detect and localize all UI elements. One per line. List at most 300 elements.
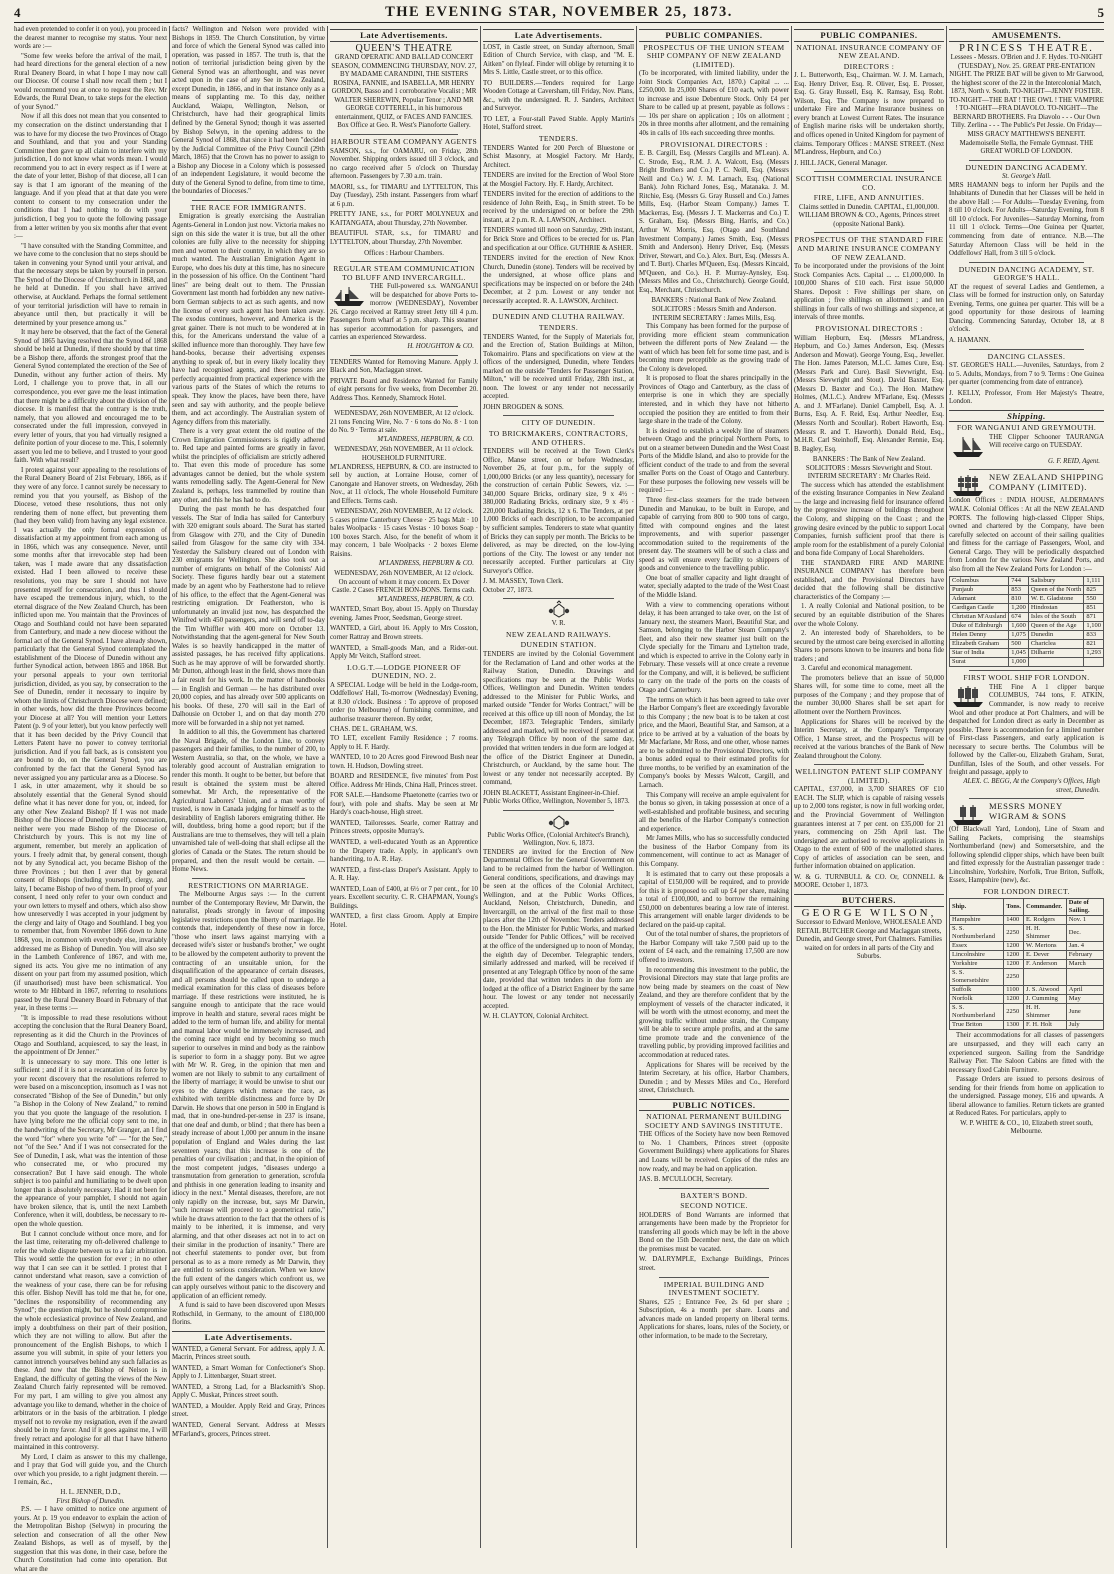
- ad-heading: PRINCESS THEATRE.: [959, 42, 1094, 54]
- article-paragraph: A fund is said to have been discovered upon Messrs Rothschild, in Germany, to the amount of £180,000 florins.: [172, 1302, 325, 1327]
- article-paragraph: Now if all this does not mean that you consented to my consecration on the distinct understanding that I was to have for my diocese the two Provinces of Otago and Southland, and that you and your Standing Committee then gave up all claim to interfere with my jurisdiction, I do not know what words mean. I would recommend you to act in every respect as if I were at the date of your letter, Bishop of that diocese, all I can say is that I am ignorant of the meaning of the language. And if you plead that at that date you were content to consent to my consecration under the conditions that I had nothing to do with your jurisdiction, I beg you to quote the following passage from a letter written by you six months after that event :—: [14, 113, 167, 241]
- auction-date: WEDNESDAY, 26th NOVEMBER, At 11 o'clock. HOUSEHOLD FURNITURE.: [334, 446, 474, 463]
- sailing-row: [950, 951, 1104, 960]
- classified-ad: WANTED, a Moulder. Apply Reid and Gray, Princes street.: [172, 1402, 325, 1419]
- shipping-ad: BEAUTIFUL STAR, s.s., for TIMARU and LYTTELTON, about Thursday, 27th November.: [330, 230, 478, 246]
- article-paragraph: During the past month he has despatched four vessels. The Star of India has sailed for Canterbury with 320 emigrant souls aboard. The Surat has started from Glasgow with 270, and the City of Dunedin sailed from Glasgow for the same city with 334. Yesterday the Salisbury cleared out of London with 230 emigrants for Wellington. She also took out a number of emigrants on behalf of the Colonists' Aid Society. These figures hardly bear out a statement made by an agent who by Featherstone had to relieve of his office, to the effect that the Agent-General was restricting emigration. Dr Featherston, who is unfortunately an invalid just now, has despatched the Winifred with 450 passengers, and will send off to-day the Tim Whiffler with 400 more on October 13. Notwithstanding that the agent-general for New South Wales is so heavily handicapped in the matter of assisted passages, he has received fifty applications. Such as he may approve of will be forwarded shortly. Mr Dutton, although least in the field, shows more than a fair result for his work. In the matter of handbooks — in English and German — he has distributed over 20,000 copies, and has already over 500 applicants on his books. Of these, 270 will sail in the Earl of Dalhousie on October 1, and on that day month 270 more will be forwarded in a ship not yet named.: [172, 506, 325, 727]
- auction-body: 21 tons Fencing Wire, No. 7 · 6 tons do No. 8 · 1 ton do No. 9 · Terms at sale.: [330, 418, 478, 435]
- ad-heading: NEW ZEALAND RAILWAYS.: [505, 629, 612, 639]
- prospectus-paragraph: 2. An interested body of Shareholders, to be secured by the utmost care being exercised in allotting Shares to persons known to be insurers and bona fide traders ; and: [794, 630, 945, 663]
- directors-list: E. B. Cargill, Esq. (Messrs Cargills and M'Lean). A. C. Strode, Esq., R.M. J. A. Walcott, Esq. (Messrs Bright Brothers and Co.) P. C. Neill, Esq. (Messrs Neill and Co.) W. J. M. Larnach, Esq. (National Bank). John Richard Jones, Esq., Matanaka. J. M. Ritchie, Esq. (Messrs G. Gray Russell and Co.) James Mills, Esq. (Harbor Steam Company.) James T. Mackerras, Esq. (Messrs J. T. Mackerras and Co.) T. S. Graham, Esq. (Messrs Bing, Harris, and Co.) Arthur W. Morris, Esq. (Otago and Southland Investment Company.) James Smith, Esq. (Messrs Smith and Anderson). Henry Driver, Esq. (Messrs Driver, Stewart, and Co.). Alex. Burt, Esq. (Messrs A. and T. Burt). Charles M'Queen, Esq. (Messrs Kincaid, M'Queen, and Co.). H. P. Murray-Aynsley, Esq. (Messrs Miles and Co., Christchurch). George Gould, Esq., Merchant, Christchurch.: [639, 150, 789, 294]
- article-paragraph: It may here be observed, that the fact of the General Synod of 1865 having resolved that the Synod of 1868 should be held at Dunedin, if there should by that time be a Bishop there, affords the strongest proof that the General Synod contemplated the erection of the See of Dunedin, without any further action of theirs. My Lord, I challenge you to prove that, in all our correspondence, you ever gave me the least intimation that there might be a difficulty about the division of the diocese. It is manifest that the contrary is the truth, namely, that you allowed and encouraged me to be consecrated under the full impression, conveyed in every letter of yours, that you had virtually resigned a definite portion of your diocese to me. This, I solemnly assert you led me to believe, and I trusted to your good faith. With what result?: [14, 329, 167, 465]
- auction-ad: [330, 508, 478, 568]
- bankers: BANKERS : The Bank of New Zealand.: [812, 456, 926, 464]
- article-paragraph: facts? Wellington and Nelson were provided with Bishops in 1859. The Church Constitution, by virtue and force of which the General Synod was called into operation, was passed in 1857. The truth is, that the notion of territorial jurisdiction being given by the General Synod was an afterthought, and was never acted upon in the case of any See in New Zealand, except Dunedin, in 1866, and in that instance only as a means of supplanting me. To this day, neither Auckland, Waiapu, Wellington, Nelson, or Christchurch, have had their geographical limits defined by the General Synod; though it was asserted by Bishop Selwyn, in the opening address to the General Synod of 1868, that since it had been "decided by the Judicial Committee of the Privy Council (29th March, 1865) that the Crown has no power to assign to a Bishop any Diocese in a Colony which is possessed of an independent Legislature, it would become the duty of the General Synod to define, from time to time, the boundaries of Dioceses.": [172, 26, 325, 196]
- table-cell: J. S. Atwood: [1024, 986, 1067, 995]
- classified-ad: WANTED, a Smart Woman for Confectioner's Shop. Apply to J. Littenbarger, Stuart street.: [172, 1364, 325, 1381]
- auction-ad: [330, 446, 478, 506]
- classified-ad: WANTED, 10 to 20 Acres good Firewood Bush near town. H. Hudson, Dowling street.: [330, 754, 478, 770]
- article-paragraph: But I cannot conclude without once more, and for the last time, reiterating my oft-delivered challenge to refer the whole dispute between us to a fair arbitration. This would settle the question for ever ; in no other way that I can see can it be settled. I protest that I cannot understand what reason, save a conviction of the weakness of your case, there can be for refusing this offer. Bishop Nevill has told me that he, for one, "declines the responsibility of recommending any Synod"; the question might, but he should compromise the whole ecclesiastical province of New Zealand, and imply a doubtfulness on their part of their position, which they are not willing to allow. But after the pronouncement of the English Bishops, to which I assume you will submit, in spite of your letters you cannot intrench yourselves behind any such fallacies as these. And now that the Bishop of Nelson is in England, the difficulty of getting the views of the New Zealand Church fairly represented will be removed. For my part, I am willing to give you almost any advantage you like to demand, whether in the choice of arbitrators or in the basis of the arbitration. I pledge myself not to revoke my resignation, even if the award should be in my favor. And if it goes against me, I will freely retract and apologise for all that I have hitherto maintained in this controversy.: [14, 1230, 167, 1452]
- table-cell: Columbus: [950, 577, 1009, 586]
- table-cell: 1,111: [1084, 577, 1104, 586]
- classified-ad: WANTED, Loan of £400, at 6½ or 7 per cent., for 10 years. Excellent security. C. R. CHAPMAN, Young's Buildings.: [330, 885, 478, 910]
- column-rule: [480, 26, 481, 1548]
- table-header: Commander.: [1024, 899, 1067, 916]
- divider: [659, 1188, 769, 1189]
- prospectus-paragraph: In recommending this investment to the public, the Provisional Directors may state that large profits are now being made by steamers on the coast of New Zealand, and they are therefore confident that by the employment of vessels of the character indicated, it will be worth with the utmost economy, and meet the growing traffic without undue strain, the Company will be able to secure ample profits, and at the same time promote trade and the convenience of the travelling public, by providing improved facilities and accommodation at reduced rates.: [639, 966, 789, 1059]
- divider: [192, 200, 305, 201]
- ad-heading: DANCING CLASSES.: [987, 351, 1066, 361]
- notice-body: THE Offices of the Society have now been Removed to No. 1 Chambers, Princes street (opposite Government Buildings) where applications for Shares and Loans will be received. Copies of the rules are now ready, and may be had on application.: [639, 1131, 789, 1173]
- article-paragraph: There is a very great extent the old routine of the Crown Emigration Commissioners is rigidly adhered to. Red tape and painted forms are greatly in favor, whilst the principles of officialism are strictly adhered to. That even this mode of procedure has some advantages cannot be denied, but the whole system wants remodelling sadly. The Agent-General for New Zealand is, perhaps, less trammelled by routine than any other, and this he has had to do.: [172, 428, 325, 504]
- ad-heading: IMPERIAL BUILDING AND INVESTMENT SOCIETY.: [663, 1279, 765, 1298]
- column-rule: [791, 26, 792, 1548]
- classified-ad: BOARD and RESIDENCE, five minutes' from Post Office. Address Mr Hinds, China Hall, Princes street.: [330, 773, 478, 789]
- ad-signature: G. F. REID, Agent.: [1048, 457, 1100, 465]
- article-paragraph: I protest against your appealing to the resolutions of the Rural Deanery Board of 21st February, 1866, as if they were of any force. I cannot surely be necessary to remind you that you yourself, as Bishop of the Diocese, vetoed these resolutions, thus not only rendering them of none effect, but preventing them (had they been valid) from having any legal existence. I was actually the only formal expression of dissatisfaction at my appointment from each among us in 1866, which was any consequence. Never, until some months after that irrevocable step had been taken, was I made aware that any dissatisfaction existed. Had I been allowed to receive these resolutions, you may be sure I should not have presented myself for consecration, and thus I should have escaped the tremendous injury, which, to the eternal disgrace of the New Zealand Church, has been inflicted upon me. You maintain that the Provinces of Otago and Southland could not have been separated from Canterbury, and made a new diocese without the formal act of the General Synod. I have already shown, particularly that the General Synod contemplated the establishment of the Diocese of Dunedin without any further Synodical action, between 1865 and 1868. But your personal appeals to your own territorial jurisdiction, divided, as you say, by consecration to the See of Dunedin, render it necessary to inquire by whom the limits of Christchurch Diocese were defined; in other words, how did the three Provinces become your Diocese at all? You will mention your Letters Patent (p. 9 of your letter), but you know perfectly well that it has been decided by the Privy Council that Letters Patent have no power to convey territorial jurisdiction. And if you fall back, as is consistent you are bound to do, on the General Synod, you are confronted by the fact that the General Synod has never assigned you any particular area as a Diocese. So I ask, in utter amazement, why it should be so absolutely essential that the General Synod should define what it has never done for you, or, indeed, for any other New Zealand Bishop? If I was not made Bishop of the Diocese of Dunedin by my consecration, neither were you made Bishop of the Diocese of Christchurch by yours. This is not my line of argument, remember, but merely an application of yours. I freely admit that, by general consent, though not by any Synodical act, you became Bishop of the three Provinces ; but then I aver that by general consent of Bishops (including yourself), clergy, and laity, I became Bishop of two of them. In proof of your consent, I need only refer to your own conduct and your own letters to myself and others, which also show how unreservedly I was accepted in your judgment by the clergy and laity of Otago and Southland. I beg you to remember that, from November 1866 down to June 1868, you, in common with everybody else, invariably addressed me as Bishop of Dunedin. You will also see in the Lambeth Conference of 1867, and with me, signed its acts. You give me no intimation of any dissent on your part from my assumed position, which (if unauthorised) must have been schismatical. You wrote to Mr Hibbard in 1867, referring to resolutions passed by the Rural Deanery Board in February of that year, in these terms :—: [14, 466, 167, 1013]
- table-cell: E. Rodgers: [1024, 916, 1067, 925]
- table-cell: Nov. 1: [1066, 916, 1103, 925]
- classified-ad: WANTED, Tailoresses. Searle, corner Rattray and Princes streets, opposite Murray's.: [330, 819, 478, 836]
- classified-ad: WANTED, General Servant. Address at Messrs M'Farland's, grocers, Princes street.: [172, 1421, 325, 1438]
- auction-date: WEDNESDAY, 26th NOVEMBER, At 12 o'clock.: [334, 570, 474, 578]
- vr-mark: V. R.: [551, 620, 566, 628]
- ad-heading: NATIONAL INSURANCE COMPANY OF NEW ZEALAND.: [796, 42, 942, 61]
- ad-heading: QUEEN'S THEATRE: [355, 42, 453, 54]
- section-heading: Late Advertisements.: [330, 29, 478, 42]
- table-cell: 500: [1009, 640, 1029, 649]
- ad-heading: DUNEDIN DANCING ACADEMY.: [965, 162, 1088, 172]
- ad-body: THE Fine A 1 clipper barque COLUMBUS, 744 tons, F. ATKIN, Commander, is now ready to receive Wool and other produce at Port Chalmers, and will be despatched for London direct as early in December as possible. There is accommodation for a limited number of First-class Passengers, and early application is necessary to secure berths. The Columbus will be followed by the Caller-ou, Elizabeth Graham, Surat, Dunfillan, Isles of the South, and other vessels. For freight and passage, apply to: [949, 683, 1104, 777]
- table-cell: 744: [1009, 577, 1029, 586]
- table-cell: Jan. 4: [1066, 942, 1103, 951]
- tender-ad: TENDERS invited for the erection of additions to the residence of John Reith, Esq., in Smith street. To be received by the undersigned on or before the 29th instant, at 2 p.m. R. A. LAWSON, Architect.: [483, 191, 634, 224]
- section-heading: PUBLIC COMPANIES.: [794, 29, 944, 42]
- article-heading: RESTRICTIONS ON MARRIAGE.: [188, 880, 309, 890]
- prospectus-paragraph: It is proposed to float the shares principally in the Provinces of Otago and Canterbury, as the class of enterprise is one in which they are specially interested, and in which they have not hitherto occupied the position they are entitled to from their large share in the trade of the Colony.: [639, 375, 789, 426]
- classified-ad: FOR SALE.—Handsome Phaetonette (carries two or four), with pole and shafts. May be seen at Mr Hardy's coach-house, High street.: [330, 792, 478, 817]
- table-cell: [1028, 658, 1083, 667]
- prospectus-paragraph: 1. A really Colonial and National position, to be secured by an equitable distribution of the Shares over the whole Colony.: [794, 603, 944, 628]
- table-cell: F. H. Holt: [1024, 1021, 1067, 1030]
- table-cell: W. E. Gladstone: [1028, 595, 1083, 604]
- prospectus-body: (To be incorporated, with limited liability, under the Joint Stock Companies Act, 1870.) Capital ... ... £250,000. In 25,000 Shares of £10 each, with power to increase and issue Debenture Stock. Only £4 per Share to be called up at present, payable as follows :— 10s per share on application ; 10s on allotment ; 20s in three months after allotment, and the remaining 40s in calls of 10s each succeeding three months.: [639, 70, 789, 138]
- table-cell: Chariclea: [1028, 640, 1083, 649]
- section-heading: PUBLIC COMPANIES.: [639, 29, 789, 42]
- article-paragraph: "It is impossible to read these resolutions without accepting the conclusion that the Rural Deanery Board, representing as it did the Church in the Provinces of Otago and Southland, acquiesced, to say the least, in the appointment of Dr Jenner.": [14, 1014, 167, 1057]
- ad-heading: GEORGE WILSON,: [801, 906, 937, 919]
- ad-signature: A. HAMANN.: [949, 337, 991, 344]
- auction-date: WEDNESDAY, 26th NOVEMBER, At 12 o'clock.: [334, 410, 474, 418]
- classified-ad: PRIVATE Board and Residence Wanted for Family of eight persons for five weeks, from December 20. Address Thos. Kennedy, Shamrock Hotel.: [330, 377, 478, 402]
- table-cell: 1100: [1004, 986, 1024, 995]
- ad-signature: JOHN BROGDEN & SONS.: [483, 403, 564, 411]
- fleet-table: [949, 576, 1104, 667]
- ad-signature: W. P. WHITE & CO., 10, Elizabeth street south, Melbourne.: [960, 1119, 1093, 1136]
- classified-ad: LOST, in Castle street, on Sunday afternoon, Small Edition of Church Service, with clasp, and "M. E. Aitken" on flyleaf. Finder will oblige by returning it to Mrs S. Little, Castle street, or to this office.: [483, 43, 634, 77]
- column-1: [14, 26, 167, 1573]
- company-body: Claims settled in Dunedin. CAPITAL, £1,000,000. WILLIAM BROWN & CO., Agents, Princes street (opposite National Bank).: [798, 203, 940, 228]
- ad-heading: NATIONAL PERMANENT BUILDING SOCIETY AND SAVINGS INSTITUTE.: [644, 1112, 784, 1130]
- section-heading: AMUSEMENTS.: [949, 29, 1104, 42]
- ad-heading: MESSRS MONEY WIGRAM & SONS: [989, 801, 1067, 821]
- shipping-ad: [949, 684, 1104, 795]
- prospectus-paragraph: Out of the total number of shares, the proprietors of the Harbor Company will take 7,500 paid up to the extent of £4 each, and the remaining 17,500 are now offered to investors.: [639, 931, 789, 964]
- table-cell: 1,100: [1084, 622, 1104, 631]
- table-cell: Christian M'Ausland: [950, 613, 1009, 622]
- prospectus-paragraph: The promoters believe that an issue of 50,000 Shares will, for some time to come, meet all the purposes of the Company ; and they propose that of the number 30,000 Shares shall be set apart for allotment over the Northern Provinces.: [794, 674, 944, 717]
- section-heading: PUBLIC NOTICES.: [639, 1099, 789, 1112]
- table-cell: Queen of the Age: [1028, 622, 1083, 631]
- royal-crest-icon: [548, 814, 570, 830]
- section-heading: Late Advertisements.: [483, 29, 634, 42]
- table-cell: 821: [1084, 640, 1104, 649]
- ad-heading: HARBOUR STEAM COMPANY AGENTS: [330, 136, 478, 146]
- signoff-title: First Bishop of Dunedin.: [56, 1497, 125, 1505]
- prospectus-paragraph: Applications for Shares will be received by the Interim Secretary, at his office, Harbor Chambers, Dunedin ; and by Messrs Miles and Co., Hereford street, Christchurch.: [639, 1061, 789, 1095]
- prospectus-paragraph: Mr James Mills, who has so successfully conducted the business of the Harbor Company from its commencement, will continue to act as Manager of this Company.: [639, 835, 789, 868]
- prospectus-paragraph: The terms on which it has been agreed to take over the Harbor Company's fleet are exceedingly favorable to this Company ; the new boat is to be taken at cost price, and the Maori, Beautiful Star, and Samson, at a price to be arrived at by a valuation of the boats by Mr Macfarlane, Mr Ross, and one other, whose names are to be submitted to the Provisional Directors, with a bonus added equal to their estimated profits for three months, to be verified by an examination of the Company's books by Messrs Walcott, Cargill, and Larnach.: [639, 696, 789, 790]
- table-cell: 1200: [1004, 951, 1024, 960]
- table-cell: 1,000: [1009, 658, 1029, 667]
- ad-heading: FOR WANGANUI AND GREYMOUTH.: [956, 423, 1097, 433]
- table-cell: March: [1066, 960, 1103, 969]
- ad-subheading: DIRECTORS :: [843, 61, 895, 71]
- ad-heading: SCOTTISH COMMERCIAL INSURANCE CO.: [795, 174, 943, 192]
- divider: [192, 878, 305, 879]
- table-cell: 1,293: [1084, 649, 1104, 658]
- fleet-row: [950, 595, 1104, 604]
- fleet-row: [950, 613, 1104, 622]
- sailing-row: [950, 1021, 1104, 1030]
- ad-heading: CITY OF DUNEDIN.: [521, 418, 596, 428]
- divider: [350, 134, 458, 135]
- column-rule: [169, 26, 170, 1548]
- ad-signature: CHAS. DE L. GRAHAM, W.S.: [330, 726, 418, 734]
- ad-subheading: DUNEDIN STATION.: [520, 640, 597, 650]
- divider: [350, 355, 458, 356]
- auction-ad: [330, 410, 478, 444]
- column-rule: [327, 26, 328, 1548]
- ad-signature: H. HOUGHTON & CO.: [407, 343, 474, 350]
- ad-body: Successor to Edward Menlove, WHOLESALE AND RETAIL BUTCHER George and Maclaggan streets, Dunedin, and George street, Port Chalmers. Families waited on for orders in all parts of the City and Suburbs.: [796, 919, 942, 961]
- table-cell: 1200: [1004, 960, 1024, 969]
- article-paragraph: "I have consulted with the Standing Committee, and we have come to the conclusion that no steps should be taken in convening your Synod until your arrival, and that the necessary steps be taken by yourself in person. The Synod of the Diocese of Christchurch in 1868, and he held at Dunedin. If you shall have arrived otherwise, at Auckland. Perhaps the formal settlement of your territorial jurisdiction will have to remain in abeyance until then, but practically it will be determined by your presence among us.": [14, 242, 167, 327]
- ad-heading: PROSPECTUS OF THE STANDARD FIRE AND MARINE INSURANCE COMPANY OF NEW ZEALAND.: [794, 235, 944, 262]
- shipping-ad: [949, 802, 1104, 886]
- masthead: [14, 4, 1104, 23]
- table-cell: Surat: [950, 658, 1009, 667]
- auction-ad: [330, 570, 478, 604]
- table-cell: 674: [1009, 613, 1029, 622]
- notice-body: HOLDERS of Bond Warrants are informed that arrangements have been made by the Proprietor for transferring all goods which may be left in the above Bond on the 15th December next, the date on which the premises must be vacated.: [639, 1211, 789, 1253]
- auction-body: 5 cases prime Canterbury Cheese · 25 bags Malt · 10 bales Woolpacks · 15 cases Vestas · 10 boxes Soap · 100 boxes Starch. Also, for the benefit of whom it may concern, 1 bale Woolpacks · 2 boxes Eleme Raisins.: [330, 516, 478, 559]
- prospectus-paragraph: One boat of smaller capacity and light draught of water, specially adapted to the trade of the West Coast of the Middle Island.: [639, 574, 789, 599]
- ad-place: Public Works Office, Wellington, November 5, 1873.: [483, 798, 630, 806]
- divider: [503, 810, 614, 811]
- classified-ad: WANTED, a Girl, about 16. Apply to Mrs Cosston, corner Rattray and Brown streets.: [330, 625, 478, 641]
- ad-body: ST. GEORGE'S HALL.—Juveniles, Saturdays, from 2 to 5. Adults, Mondays, from 7 to 9. Terms : One Guinea per quarter (commencing from date of entrance).: [949, 362, 1104, 387]
- table-cell: 810: [1009, 595, 1029, 604]
- table-cell: S. S. Northumberland: [950, 925, 1004, 942]
- ad-heading: WELLINGTON PATENT SLIP COMPANY (LIMITED).: [795, 767, 943, 785]
- table-cell: 853: [1009, 586, 1029, 595]
- shipping-ad: PRETTY JANE, s.s., for PORT MOLYNEUX and KAITANGATA, about Thursday, 27th November.: [330, 211, 478, 227]
- table-cell: May: [1066, 995, 1103, 1004]
- table-cell: 825: [1084, 586, 1104, 595]
- table-cell: Hindostan: [1028, 604, 1083, 613]
- notice-body: A SPECIAL Lodge will be held in the Lodge-room, Oddfellows' Hall, To-morrow (Wednesday) Evening, at 8.30 o'clock. Business : To approve of proposed order (to Melbourne) of furnishing committee, and authorise treasurer thereon. By order,: [330, 681, 478, 723]
- table-cell: Dilharrie: [1028, 649, 1083, 658]
- table-cell: 1,075: [1009, 631, 1029, 640]
- sailing-table: [949, 898, 1104, 1030]
- classified-ad: TO LET, excellent Family Residence ; 7 rooms. Apply to H. F. Hardy.: [330, 734, 478, 751]
- ad-body: THE Clipper Schooner TAURANGA Will receive cargo on TUESDAY.: [989, 433, 1104, 450]
- prospectus-paragraph: 3. Careful and economical management.: [801, 665, 913, 673]
- divider: [814, 232, 924, 233]
- table-cell: Hampshire: [950, 916, 1004, 925]
- ad-paragraph: Their accommodations for all classes of passengers are unsurpassed, and they will each carry an experienced surgeon. Sailing from the Sandridge Railway Pier. The Saloon Cabins are fitted with the necessary fixed Cabin Furniture.: [949, 1032, 1104, 1074]
- ad-body: MRS HAMANN begs to inform her Pupils and the Inhabitants of Dunedin that her Classes will be held in the above Hall :— For Adults—Tuesday Evening, from 8 till 10 o'clock. For Adults—Saturday Evening, from 8 till 10 o'clock. For Juveniles—Saturday Morning, from 11 till 1 o'clock. Terms—One Guinea per Quarter, commencing from date of entrance. N.B.—The Saturday Afternoon Class will be held in the Oddfellows' Hall, from 3 till 5 o'clock.: [949, 181, 1104, 258]
- tender-ad: TENDERS are invited by the Colonial Government for the Reclamation of Land and other works at the Railway Station, Dunedin. Drawings and specifications may be seen at the Public Works Offices, Wellington and Dunedin. Written tenders addressed to the Minister for Public Works, and marked outside "Tender for Works Contract," will be received at this office up till noon of Monday, the 1st December, 1873. Telegraphic Tenders, similarly addressed and marked, will be received if presented at any Telegraph Office by noon of the same day, provided that written tenders in due form are lodged at the office of the District Engineer at Dunedin, Christchurch, or Auckland, by the same hour. The lowest or any tender not necessarily accepted. By command,: [483, 651, 634, 787]
- ad-subheading: FOR LONDON DIRECT.: [983, 886, 1070, 896]
- sailing-row: [950, 1004, 1104, 1021]
- classified-ad: WANTED, a Small-goods Man, and a Rider-out. Apply Mr Veitch, Stafford street.: [330, 644, 478, 661]
- table-cell: W. Mertons: [1024, 942, 1067, 951]
- table-cell: Yorkshire: [950, 960, 1004, 969]
- divider: [969, 349, 1084, 350]
- classified-ad: TENDERS Wanted for Removing Manure. Apply J. Black and Son, Maclaggan street.: [330, 358, 478, 375]
- auction-date: WEDNESDAY, 26th NOVEMBER, At 12 o'clock.: [334, 508, 474, 516]
- table-cell: Star of India: [950, 649, 1009, 658]
- divider: [503, 309, 614, 310]
- article-heading: THE RACE FOR IMMIGRANTS.: [190, 202, 307, 212]
- ad-heading: DUNEDIN DANCING ACADEMY, ST. GEORGE'S HALL.: [958, 264, 1095, 283]
- ad-body: (Of Blackwall Yard, London), Line of Steam and Sailing Packets, comprising the steamships Northumberland (new) and Somersetshire, and the following splendid clipper ships, which have been built and fitted expressly for the Australian passenger trade : Lincolnshire, Yorkshire, Norfolk, True Briton, Suffolk, Essex, Hampshire (new), &c.: [949, 826, 1104, 885]
- divider: [350, 406, 458, 407]
- ad-heading: Public Works Office, (Colonial Architect's Branch), Wellington, Nov. 6, 1873.: [487, 831, 630, 848]
- newspaper-title: THE EVENING STAR, NOVEMBER 25, 1873.: [385, 4, 733, 20]
- tender-ad: TENDERS invited for the erection of New Knox Church, Dunedin (stone). Tenders will be received by the undersigned, at whose office plans and specifications may be inspected on or before the 24th December, at 2 p.m. Lowest or any tender not necessarily accepted. R. A. LAWSON, Architect.: [483, 255, 634, 305]
- section-heading: BUTCHERS.: [794, 894, 944, 907]
- article-paragraph: My Lord, I claim as answer to this my challenge, and I pray that God will guide you, and the Church over which you preside, to a right judgment therein. — I remain, &c.,: [14, 1453, 167, 1487]
- article-paragraph: "Some few weeks before the arrival of the mail, I had heard directions for the general election of a new Rural Deanery Board, in what I hope I may now call our Diocese. Of course I shall now recall them ; but I would recommend you at once to request the Rev. Mr Edwards, the Rural Dean, to take steps for the election of your Synod.": [14, 52, 167, 111]
- ad-subheading: St. George's Hall.: [1001, 173, 1052, 181]
- tender-ad: TENDERS are invited for the Erection of Wool Store at the Mosgiel Factory. Hy. F. Hardy, Architect.: [483, 172, 634, 188]
- prospectus-paragraph: Applications for Shares will be received by the Interim Secretary, at the Company's Temporary Office, 1 Manse street, and the Prospectus will be received at the various branches of the Bank of New Zealand throughout the Colony.: [794, 718, 944, 760]
- table-cell: 1200: [1004, 942, 1024, 951]
- directors-list: William Hepburn, Esq. (Messrs M'Landress, Hepburn, and Co.) James Anderson, Esq. (Messrs Anderson and Mowat). George Young, Esq., Jeweller. The Hon. James Paterson, M.L.C. James Cure, Esq. (Messrs Park and Cure). Basil Sievwright, Esq. (Messrs Sievwright and Stout). David Baxter, Esq. (Messrs D. Baxter and Co.). The Hon. Mathew Holmes, (M.L.C.). Andrew M'Farlane, Esq. (Messrs A. and J. M'Farlane). Daniel Campbell, Esq. A. J. Burns, Esq. A. F. Reid, Esq. Arthur Needler, Esq. (Messrs North and Scoullar). Robert Haworth, Esq. (Messrs R. and T. Haworth). Donald Reid, Esq., M.H.R. Carl Steinhoff, Esq. Alexander Rennie, Esq. B. Bagley, Esq.: [794, 334, 944, 453]
- table-header: Ship.: [950, 899, 1004, 916]
- ad-body: London Offices : INDIA HOUSE, ALDERMAN'S WALK. Colonial Offices : At all the NEW ZEALAND PORTS. The following high-classed Clipper Ships, owned and chartered by the Company, have been carefully selected on account of their sailing qualities and fitness for the carriage of Passengers, Wool, and General Cargo. They will be periodically despatched from London for the various New Zealand Ports, and also from all the New Zealand Ports for London :—: [949, 497, 1104, 573]
- table-cell: Dunedin: [1028, 631, 1083, 640]
- royal-crest-icon: [548, 602, 570, 618]
- theatre-ad: [949, 44, 1104, 157]
- table-cell: 550: [1084, 595, 1104, 604]
- sailing-row: [950, 960, 1104, 969]
- divider: [969, 798, 1084, 799]
- table-cell: True Briton: [950, 1021, 1004, 1030]
- sailing-row: [950, 916, 1104, 925]
- ad-subheading: PROVISIONAL DIRECTORS :: [660, 139, 768, 149]
- classified-ad: WANTED, a first class Groom. Apply at Empire Hotel.: [330, 913, 478, 929]
- ship-icon: [951, 475, 985, 497]
- ad-signature: J. HILL JACK, General Manager.: [794, 159, 888, 167]
- fleet-row: [950, 640, 1104, 649]
- divider: [969, 469, 1084, 470]
- ad-heading: FIRST WOOL SHIP FOR LONDON.: [963, 673, 1090, 683]
- ad-signature: M'LANDRESS, HEPBURN, & CO.: [377, 595, 474, 603]
- divider: [350, 261, 458, 262]
- classified-ad: WANTED, a Strong Lad, for a Blacksmith's Shop. Apply C. Muskat, Princes street south.: [172, 1383, 325, 1400]
- page-number-right: 5: [1097, 5, 1104, 20]
- ad-heading: BAXTER'S BOND.: [680, 1190, 748, 1200]
- table-cell: Suffolk: [950, 986, 1004, 995]
- ad-body: AT the request of several Ladies and Gentlemen, a Class will be formed for instruction only, on Saturday Evening, Terms, one guinea per quarter. This will be a good opportunity for those desirous of learning Dancing. Commencing Saturday, October 18, at 8 o'clock.: [949, 283, 1104, 334]
- prospectus-paragraph: It is desired to establish a weekly line of steamers between Otago and the principal Northern Ports, to put on a steamer between Dunedin and the West Coast Ports of the Middle Island, and also to provide for the efficient conduct of the trade to and from the several smaller Ports on the Coast of Otago and Canterbury. For these purposes the following new vessels will be required :—: [639, 427, 789, 495]
- sailing-row: [950, 986, 1104, 995]
- prospectus-body: To be incorporated under the provisions of the Joint Stock Companies Acts. Capital ... ... £1,000,000. In 100,000 Shares of £10 each. First issue 50,000 Shares. Deposit : Five shillings per share, on application ; five shillings on allotment ; and ten shillings in four calls of two shillings and sixpence, at intervals of three months.: [794, 263, 944, 322]
- table-cell: Dec.: [1066, 925, 1103, 942]
- table-cell: [1066, 969, 1103, 986]
- ad-body: GRAND OPERATIC AND BALLAD CONCERT SEASON, COMMENCING THURSDAY, NOV. 27, BY MADAME CARANDINI, THE SISTERS ROSINA, FANNIE, and ISABELLA, MR HENRY GORDON, Basso and 1 corroborative Vocalist ; MR WALTER SHEREWIN, Popular Tenor ; AND MR GEORGE COTTERELL, in his humorous entertainment, QUIZ, or FACES AND FANCIES. Box Office at Geo. R. West's Pianoforte Gallery.: [331, 54, 477, 130]
- signoff-name: H. L. JENNER, D.D.,: [60, 1488, 121, 1496]
- butcher-ad: [794, 906, 944, 962]
- table-cell: Essex: [950, 942, 1004, 951]
- prospectus-paragraph: It is estimated that to carry out these proposals a capital of £150,000 will be required, and to provide for this it is proposed to call up £4 per share, making a total of £100,000, and to borrow the remaining £50,000 on debentures bearing a low rate of interest. This arrangement will enable larger dividends to be declared on the paid-up capital.: [639, 870, 789, 929]
- table-cell: Helen Denny: [950, 631, 1009, 640]
- prospectus-paragraph: With a view to commencing operations without delay, it has been arranged to take over, on the 1st of January next, the steamers Maori, Beautiful Star, and Samson, belonging to the Harbor Steam Company's fleet, and also their new steamer just built on the Clyde specially for the Timaru and Lyttelton trade, and which is expected to arrive in the Colony early in February. These vessels will at once create a revenue for the Company, and will, it is believed, be sufficient to carry on the trade of the ports on the coasts of Otago and Canterbury.: [639, 601, 789, 695]
- table-cell: April: [1066, 986, 1103, 995]
- column-4: [483, 26, 634, 1548]
- ship-icon: [951, 686, 985, 708]
- bankers: BANKERS : National Bank of New Zealand.: [651, 297, 777, 305]
- table-cell: 2250: [1004, 969, 1024, 986]
- ad-heading: REGULAR STEAM COMMUNICATION TO BLUFF AND INVERCARGILL.: [333, 264, 475, 282]
- table-cell: S. S. Northumberland: [950, 1004, 1004, 1021]
- table-cell: F. Anderson: [1024, 960, 1067, 969]
- company-body: CAPITAL, £37,000, in 3,700 SHARES OF £10 EACH. The SLIP, which is capable of raising vessels up to 2,000 tons register, is now in full working order, and the Provincial Government of Wellington guarantees interest at 7 per cent. on £35,000 for 21 years, commencing on 25th April last. The undersigned are authorised to receive applications in Otago to the extent of 600 of the unallotted shares. Copy of articles of association can be seen, and further information obtained on application.: [794, 786, 944, 871]
- ad-signature: M'LANDRESS, HEPBURN, & CO.: [377, 435, 474, 443]
- column-6: [794, 26, 944, 1548]
- tender-ad: TENDERS will be received at the Town Clerk's Office, Manse street, on or before Wednesday, November 26, at four p.m., for the supply of 1,000,000 Bricks (or any less quantity), necessary for the construction of certain Public Sewers, viz. :— 340,000 Square Bricks, ordinary size, 9 x 4½ · 380,000 Radiating Bricks, ordinary size, 9 x 4½ · 220,000 Radiating Bricks, 12 x 6. The Tenders, at per 1,000 Bricks of each description, to be accompanied by sufficient samples. Tenderers to state what quantity of Bricks they can supply per month. The Bricks to be delivered, as may be directed, on the low-lying portions of the City. The lowest or any tender not necessarily accepted. Further particulars at City Surveyor's Office.: [483, 448, 634, 575]
- table-cell: 2250: [1004, 1004, 1024, 1021]
- ad-subheading: PROVISIONAL DIRECTORS :: [815, 323, 923, 333]
- table-cell: 1,200: [1009, 604, 1029, 613]
- solicitors: SOLICITORS : Messrs Smith and Anderson.: [651, 305, 777, 313]
- fleet-row: [950, 604, 1104, 613]
- prospectus-paragraph: Three first-class steamers for the trade between Dunedin and Manukau, to be built in Europe, and capable of carrying from 800 to 900 tons of cargo, fitted with compound engines and the latest improvements, and with superior passenger accommodation suited to the requirements of the present day. The steamers will be of such a class and speed as will ensure every facility to shippers of goods and convenience to the travelling public.: [639, 496, 789, 573]
- table-cell: 833: [1084, 631, 1104, 640]
- classified-ad: WANTED, a first-class Draper's Assistant. Apply to A. R. Hay.: [330, 866, 478, 883]
- table-cell: H. H. Shimmer: [1024, 925, 1067, 942]
- table-cell: H. H. Shimmer: [1024, 1004, 1067, 1021]
- page-number-left: 4: [14, 5, 21, 20]
- column-3: [330, 26, 478, 1548]
- sailing-row: [950, 942, 1104, 951]
- fleet-row: [950, 658, 1104, 667]
- table-cell: 1300: [1004, 1021, 1024, 1030]
- article-paragraph: P.S. — I have omitted to notice one argument of yours. At p. 19 you endeavor to explain the action of the Metropolitan Bishop (Selwyn) in procuring the selection and consecration of all the other New Zealand Bishops, as well as of myself, by the suggestion that this was done, in their case, before the Church Constitution had come into operation. But what are the: [14, 1506, 167, 1573]
- tender-ad: TENDERS wanted till noon on Saturday, 29th instant, for Brick Store and Offices to be erected for us. Plan and specification at our Office. GUTHRIE & ASHER.: [483, 227, 634, 252]
- ship-icon: [951, 804, 985, 826]
- shipping-ad: [949, 473, 1104, 574]
- ad-subheading: FIRE, LIFE, AND ANNUITIES.: [813, 193, 925, 203]
- ad-body: Lessees - Messrs. O'Brien and J. F. Hydes. TO-NIGHT (TUESDAY), Nov. 25. GREAT PRE-ENTATION NIGHT. The PRIZE BAT will be given to Mr Garwood, the highest scorer of the 22 in the Intercolonial Match, 1873, North v. South. TO-NIGHT—JENNY FOSTER. TO-NIGHT—THE BAT ! THE OWL ! THE VAMPIRE ! TO-NIGHT—FRA DIAVOLO. TO-NIGHT—The BERNARD BROTHERS. Fra Diavolo - - - Our Own Tilly. Zerlina - - - The Public's Pet Jessie. On Friday—MISS GRACY MATTHEWS'S BENEFIT. Mademoiselle Stella, the Female Gymnast. THE GREAT WORLD OF LONDON.: [949, 54, 1104, 156]
- table-cell: Salisbury: [1028, 577, 1083, 586]
- ad-heading: PROSPECTUS OF THE UNION STEAM SHIP COMPANY OF NEW ZEALAND (LIMITED).: [643, 42, 785, 69]
- shipping-ad: MAORI, s.s., for TIMARU and LYTTELTON, This Day (Tuesday), 25th instant. Passengers from wharf at 6 p.m.: [330, 183, 478, 208]
- table-cell: 1200: [1004, 995, 1024, 1004]
- section-heading: Shipping.: [949, 410, 1104, 423]
- fleet-row: [950, 577, 1104, 586]
- classified-ad: TO LET, a Four-stall Paved Stable. Apply Martin's Hotel, Stafford street.: [483, 115, 634, 132]
- table-cell: Punjaub: [950, 586, 1009, 595]
- table-cell: Duke of Edinburgh: [950, 622, 1009, 631]
- table-cell: 871: [1084, 613, 1104, 622]
- auction-body: On account of whom it may concern. Ex Dover Castle. 2 Cases FRENCH BON-BONS. Terms cash.: [332, 578, 476, 595]
- column-2: [172, 26, 325, 1548]
- table-cell: July: [1066, 1021, 1103, 1030]
- divider: [969, 670, 1084, 671]
- table-cell: June: [1066, 1004, 1103, 1021]
- divider: [969, 262, 1084, 263]
- divider: [814, 171, 924, 172]
- table-cell: Norfolk: [950, 995, 1004, 1004]
- divider: [969, 160, 1084, 161]
- table-cell: [1024, 969, 1067, 986]
- column-5: [639, 26, 789, 1548]
- table-cell: J. Cumming: [1024, 995, 1067, 1004]
- ad-heading: NEW ZEALAND SHIPPING COMPANY (LIMITED).: [989, 472, 1104, 492]
- ad-subheading: TENDERS.: [538, 322, 579, 332]
- table-cell: [1084, 658, 1104, 667]
- table-cell: Isles of the South: [1028, 613, 1083, 622]
- article-paragraph: The Melbourne Argus says :— In the current number of the Contemporary Review, Mr Darwin, the naturalist, pleads strongly in favour of imposing legislative restrictions upon the liberty of marriage. He contends that, independently of these now in force, "those who insert laws against marrying with a deceased wife's sister or husband's brother," we ought to be allowed by the competent authority to prevent the contracting of an unsuitable union, for the disqualification of the appearance of certain diseases, and all persons should be called upon to undergo a medical examination for this class of diseases before marriage. If these restrictions were instituted, he is sanguine enough to anticipate that the race would improve in health and stature, several races might be added to the term of human life, and ability for mental and manual labor would be immensely increased, and the coming race might end by becoming so much superior to ourselves in mind and body as the rainbow is superior to form in a shaggy pony. But we agree with Mr W. R. Greg, in the opinion that men and women are not likely to submit to any curtailment of the liberty of marriage; it would be unwise to shut our eyes to the dangers which menace the race, as exhibited with terrible distinctness and force by Dr Darwin. He shows that one person in 500 in England is mad, that in one-hundred-per-sense in 237 is insane, that one deaf and dumb, or blind ; that there has been a steady increase of about 1,000 per annum in the insane population of England and Wales during the last seventeen years; that this increase is one of the penalties of our civilisation ; and that, in the opinion of the most competent judges, "diseases undergo a transmutation from generation to generation, scrofula and phthisis in one generation leading to insanity and idiocy in the next." Mental diseases, therefore, are not only rapidly on the increase, but, says Mr Darwin, "such increase will proceed to a geometrical ratio," while he draws attention to the fact that the others of is mainly to be inherited, it is immense, and very alarming, and that other diseases act not in to act on their similar in the production of insanity." There are not cheerful statements to ponder over, but from personal as to as a more remedy as Mr Darwin, they are entitled to serious consideration. When we know the full extent of the dangers which confront us, we can apply ourselves without panic to the discovery and application of an efficient remedy.: [172, 891, 325, 1300]
- fleet-row: [950, 586, 1104, 595]
- table-cell: Queen of the North: [1028, 586, 1083, 595]
- ad-date: October 27, 1873.: [483, 586, 533, 594]
- auction-body: M'LANDRESS, HEPBURN, & CO. are instructed to sell by auction, at Lorraine House, corner of Canongate and Hanover streets, on Wednesday, 26th Nov., at 11 o'clock, The whole Household Furniture and Effects. Terms cash.: [330, 463, 478, 505]
- secretary: INTERIM SECRETARY : James Mills, Esq.: [652, 314, 776, 322]
- section-heading: Late Advertisements.: [172, 1331, 325, 1344]
- fleet-row: [950, 649, 1104, 658]
- table-cell: Lincolnshire: [950, 951, 1004, 960]
- ship-icon: [951, 436, 985, 458]
- table-header: Tons.: [1004, 899, 1024, 916]
- prospectus-paragraph: This Company has been formed for the purpose of providing more efficient steam communication between the different ports of New Zealand — the want of which has been felt for some time past, and is becoming more perceptible as the growing trade of the Colony is developed.: [639, 323, 789, 373]
- table-cell: 1,600: [1009, 622, 1029, 631]
- divider: [814, 764, 924, 765]
- ad-heading: DUNEDIN AND CLUTHA RAILWAY.: [492, 312, 625, 322]
- divider: [503, 415, 614, 416]
- ad-signature: M'LANDRESS, HEPBURN & CO.: [378, 559, 474, 567]
- prospectus-paragraph: This Company will receive an ample equivalent for the bonus so given, in taking possession at once of a well-established and profitable business, and securing all the benefits of the Harbor Company's connection and experience.: [639, 791, 789, 833]
- table-cell: S. S. Somersetshire: [950, 969, 1004, 986]
- article-paragraph: had even pretended to confer it on you), you proceed in the dearest manner to recognise my status. Your next words are :—: [14, 26, 167, 51]
- ad-signature: W. H. CLAYTON, Colonial Architect.: [483, 1013, 589, 1021]
- ad-heading: TENDERS.: [538, 134, 579, 144]
- classified-ad: WANTED, a well-educated Youth as an Apprentice to the Drapery trade. Apply, in applicant's own handwriting, to A. R. Hay.: [330, 838, 478, 864]
- ad-signature: JAS. B. M'CULLOCH, Secretary.: [639, 1176, 733, 1184]
- solicitors: SOLICITORS : Messrs Sievwright and Stout.: [805, 464, 933, 472]
- article-paragraph: In addition to all this, the Government has chartered the Naval Brigade, of the London Line, to convey passengers and their families, to the number of 200, to Western Australia, so that, on the whole, we have a tolerably good account of Australian emigration to render this month. It ought to be better, but before that result is obtained the system must be altered somewhat. Mr Arch, the representative of the Agricultural Laborers' Union, and a man worthy of trusted, is now in Canada judging for himself as to the desirability of English laborers emigrating thither. He will, doubtless, bring home a good report; but if the Australians are true to themselves, they will tell a plain unvarnished tale of well-doing that shall eclipse all the glories of Canada or the States. The return should be prepared, and then the result would be certain. — Home News.: [172, 729, 325, 874]
- column-7: [949, 26, 1104, 1548]
- prospectus-paragraph: The success which has attended the establishment of the existing Insurance Companies in New Zealand — the large and increasing field for insurance offered by the progressive increase of buildings throughout the Colony, and shipping on the Coast ; and the growing desire evinced by the public to support Local Companies, furnish sufficient proof that there is ample room for the establishment of a purely Colonial and bona fide Company of Local Shareholders.: [794, 481, 944, 558]
- ad-signature: J. KELLY, Professor, From Her Majesty's Theatre, London.: [949, 389, 1104, 406]
- divider: [659, 1277, 769, 1278]
- ad-subheading: TO BRICKMAKERS, CONTRACTORS, AND OTHERS.: [488, 428, 629, 447]
